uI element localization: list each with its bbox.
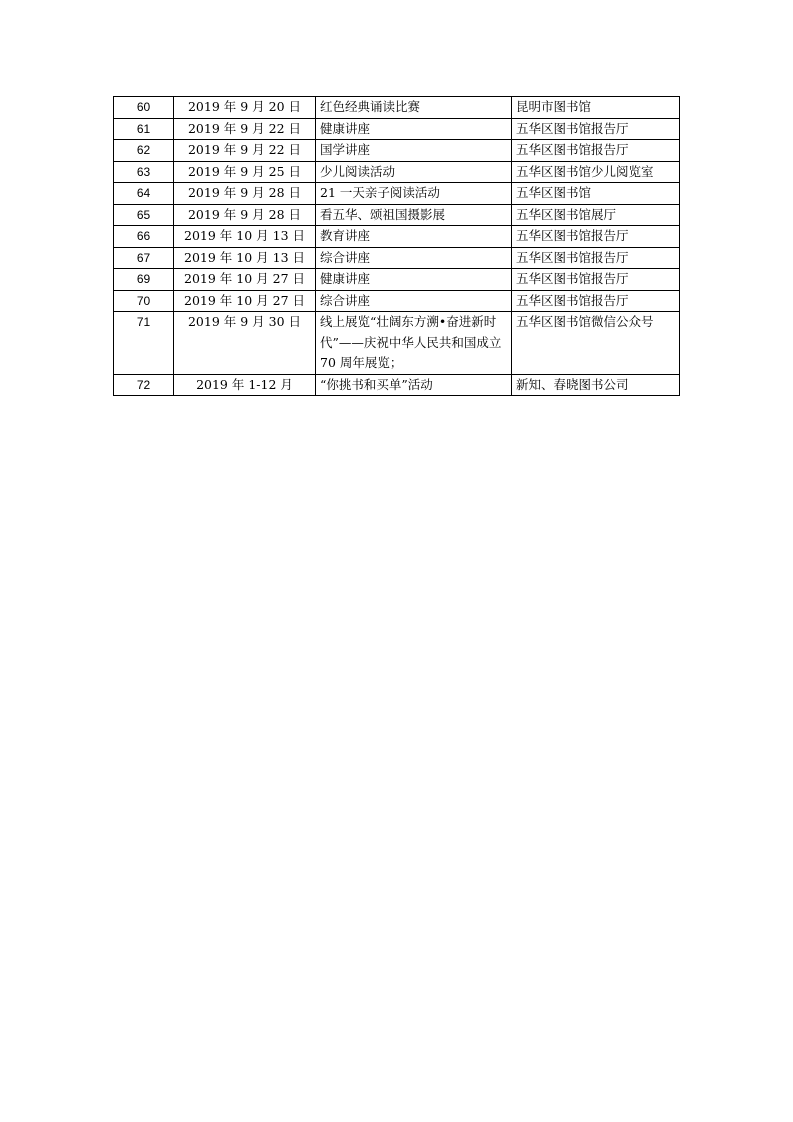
row-number: 72 <box>114 374 174 396</box>
row-venue: 昆明市图书馆 <box>512 97 680 119</box>
row-number: 65 <box>114 204 174 226</box>
table-row <box>114 290 680 312</box>
row-number: 71 <box>114 312 174 375</box>
row-date: 2019 年 10 月 27 日 <box>174 290 316 312</box>
row-number: 62 <box>114 140 174 162</box>
table-row <box>114 312 680 375</box>
row-event: 21 一天亲子阅读活动 <box>316 183 512 205</box>
table-row <box>114 183 680 205</box>
table-row <box>114 204 680 226</box>
row-venue: 新知、春晓图书公司 <box>512 374 680 396</box>
row-date: 2019 年 9 月 25 日 <box>174 161 316 183</box>
row-number: 60 <box>114 97 174 119</box>
row-date: 2019 年 9 月 22 日 <box>174 118 316 140</box>
table-row <box>114 97 680 119</box>
row-event: 少儿阅读活动 <box>316 161 512 183</box>
row-number: 63 <box>114 161 174 183</box>
table-row <box>114 247 680 269</box>
row-venue: 五华区图书馆报告厅 <box>512 118 680 140</box>
table-row <box>114 140 680 162</box>
row-event: 健康讲座 <box>316 118 512 140</box>
table-row <box>114 161 680 183</box>
row-date: 2019 年 10 月 13 日 <box>174 247 316 269</box>
activity-table-body <box>114 97 680 396</box>
row-event: 综合讲座 <box>316 247 512 269</box>
row-event: “你挑书和买单”活动 <box>316 374 512 396</box>
row-event: 红色经典诵读比赛 <box>316 97 512 119</box>
row-number: 66 <box>114 226 174 248</box>
row-event: 看五华、颂祖国摄影展 <box>316 204 512 226</box>
table-row <box>114 374 680 396</box>
table-row <box>114 226 680 248</box>
activity-table <box>113 96 680 396</box>
row-number: 64 <box>114 183 174 205</box>
row-venue: 五华区图书馆展厅 <box>512 204 680 226</box>
row-venue: 五华区图书馆报告厅 <box>512 269 680 291</box>
row-date: 2019 年 9 月 28 日 <box>174 183 316 205</box>
row-date: 2019 年 9 月 20 日 <box>174 97 316 119</box>
row-event: 健康讲座 <box>316 269 512 291</box>
row-number: 70 <box>114 290 174 312</box>
table-row <box>114 269 680 291</box>
row-event: 综合讲座 <box>316 290 512 312</box>
row-event: 国学讲座 <box>316 140 512 162</box>
row-date: 2019 年 10 月 27 日 <box>174 269 316 291</box>
row-date: 2019 年 9 月 22 日 <box>174 140 316 162</box>
row-number: 69 <box>114 269 174 291</box>
row-date: 2019 年 9 月 30 日 <box>174 312 316 375</box>
row-number: 61 <box>114 118 174 140</box>
row-venue: 五华区图书馆微信公众号 <box>512 312 680 375</box>
row-number: 67 <box>114 247 174 269</box>
row-date: 2019 年 1-12 月 <box>174 374 316 396</box>
row-venue: 五华区图书馆报告厅 <box>512 140 680 162</box>
row-venue: 五华区图书馆报告厅 <box>512 226 680 248</box>
row-venue: 五华区图书馆报告厅 <box>512 290 680 312</box>
row-venue: 五华区图书馆 <box>512 183 680 205</box>
table-row <box>114 118 680 140</box>
row-date: 2019 年 9 月 28 日 <box>174 204 316 226</box>
row-date: 2019 年 10 月 13 日 <box>174 226 316 248</box>
row-venue: 五华区图书馆报告厅 <box>512 247 680 269</box>
row-event: 线上展览“壮阔东方溯•奋进新时代”——庆祝中华人民共和国成立 70 周年展览； <box>316 312 512 375</box>
row-venue: 五华区图书馆少儿阅览室 <box>512 161 680 183</box>
row-event: 教育讲座 <box>316 226 512 248</box>
